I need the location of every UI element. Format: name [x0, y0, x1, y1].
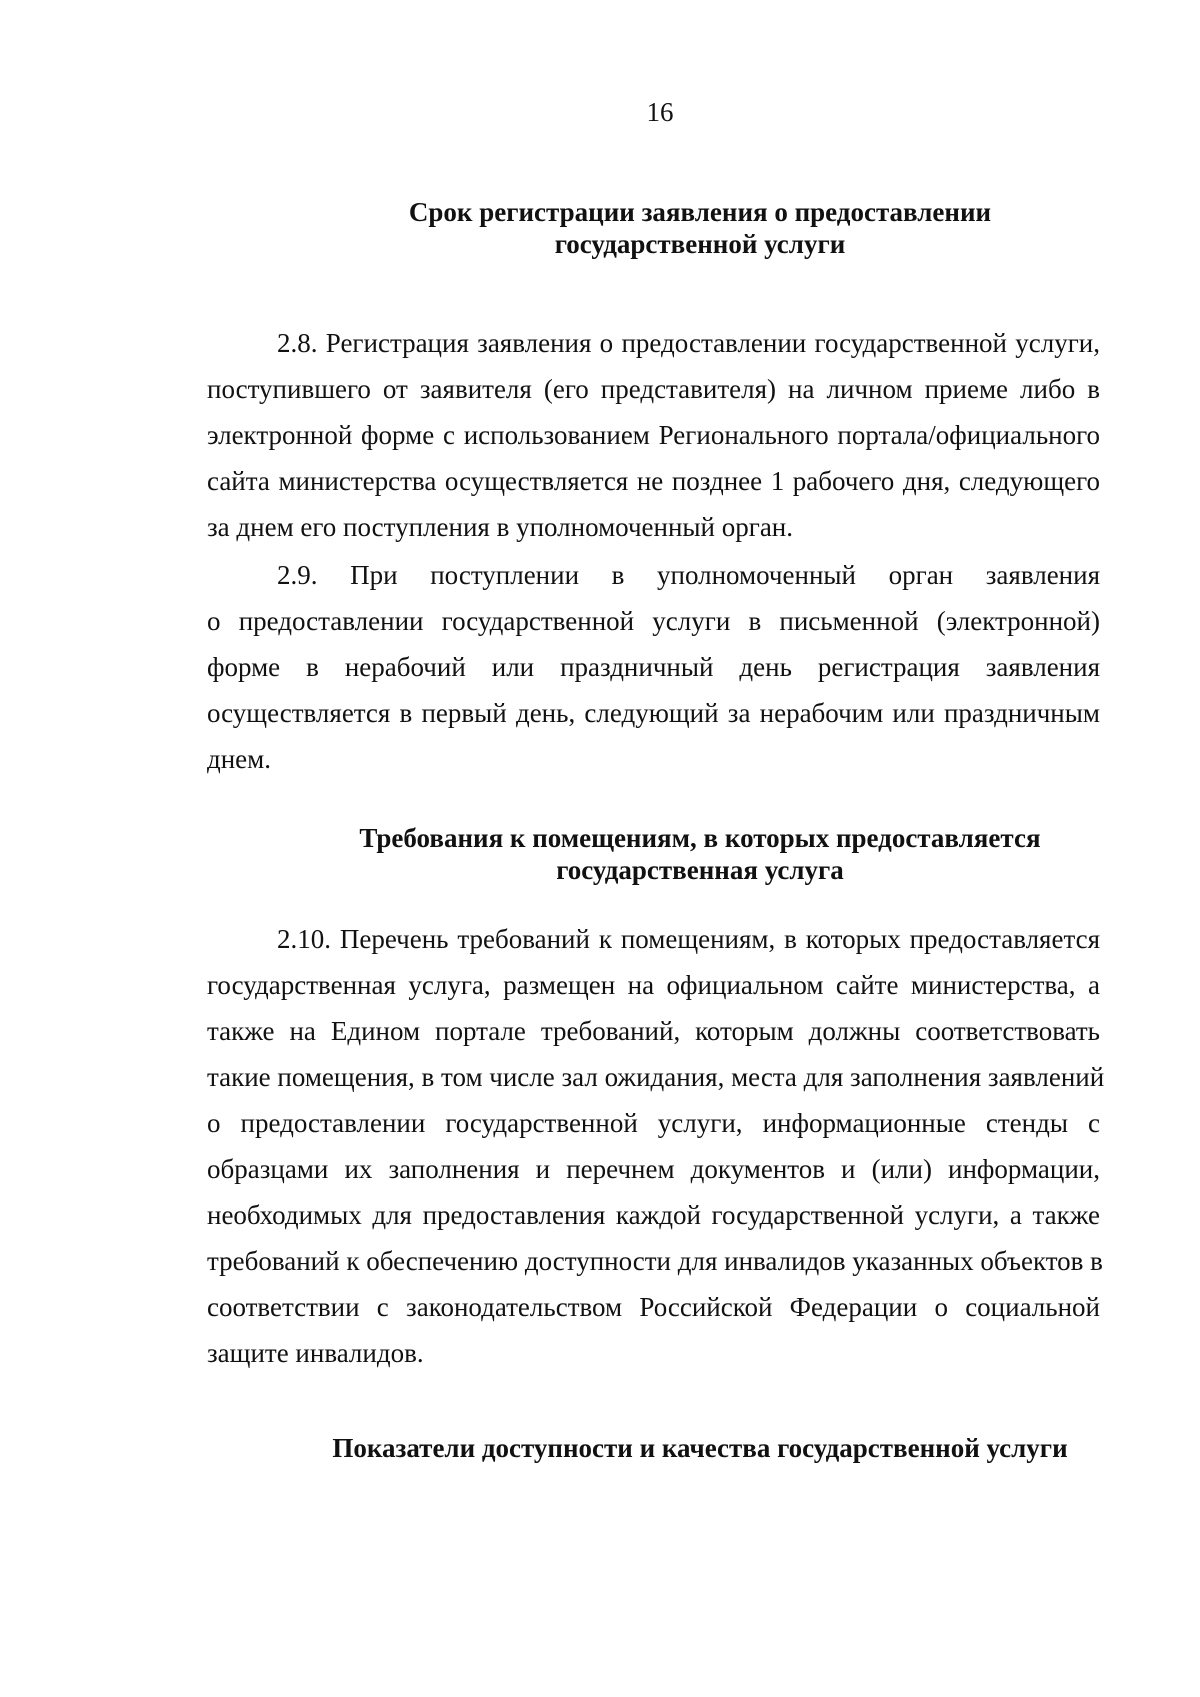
heading-line: Показатели доступности и качества государственной услуги — [332, 1433, 1068, 1463]
page-number: 16 — [646, 97, 674, 127]
paragraph-line: такие помещения, в том числе зал ожидания, места для заполнения заявлений — [207, 1062, 1105, 1092]
paragraph-line: государственная услуга, размещен на официальном сайте министерства, а — [207, 970, 1100, 1000]
paragraph-line: о предоставлении государственной услуги, информационные стенды с — [207, 1108, 1100, 1138]
heading-line: государственной услуги — [554, 229, 846, 259]
paragraph-2-10 — [207, 916, 1105, 1376]
paragraph-line: днем. — [207, 744, 272, 774]
paragraph-line: о предоставлении государственной услуги в письменной (электронной) — [207, 606, 1100, 636]
section-heading-registration-term — [300, 196, 1100, 260]
paragraph-line: требований к обеспечению доступности для инвалидов указанных объектов в — [207, 1246, 1103, 1276]
paragraph-line: 2.8. Регистрация заявления о предоставлении государственной услуги, — [277, 328, 1100, 358]
paragraph-line: электронной форме с использованием Регионального портала/официального — [207, 420, 1100, 450]
paragraph-line: защите инвалидов. — [207, 1338, 424, 1368]
paragraph-line: соответствии с законодательством Российской Федерации о социальной — [207, 1292, 1100, 1322]
paragraph-line: за днем его поступления в уполномоченный орган. — [207, 512, 794, 542]
paragraph-line: необходимых для предоставления каждой государственной услуги, а также — [207, 1200, 1100, 1230]
heading-line: Требования к помещениям, в которых предоставляется — [359, 823, 1041, 853]
paragraph-line: также на Едином портале требований, которым должны соответствовать — [207, 1016, 1100, 1046]
paragraph-line: поступившего от заявителя (его представителя) на личном приеме либо в — [207, 374, 1100, 404]
paragraph-line: сайта министерства осуществляется не позднее 1 рабочего дня, следующего — [207, 466, 1100, 496]
paragraph-2-8 — [207, 320, 1100, 550]
paragraph-line: 2.9. При поступлении в уполномоченный орган заявления — [277, 560, 1100, 590]
paragraph-line: форме в нерабочий или праздничный день регистрация заявления — [207, 652, 1100, 682]
paragraph-line: 2.10. Перечень требований к помещениям, в которых предоставляется — [277, 924, 1100, 954]
paragraph-line: осуществляется в первый день, следующий за нерабочим или праздничным — [207, 698, 1100, 728]
section-heading-premises-requirements — [300, 822, 1100, 886]
paragraph-2-9 — [207, 552, 1100, 782]
paragraph-line: образцами их заполнения и перечнем документов и (или) информации, — [207, 1154, 1100, 1184]
heading-line: государственная услуга — [556, 855, 844, 885]
section-heading-accessibility-quality — [260, 1432, 1140, 1464]
heading-line: Срок регистрации заявления о предоставлении — [408, 197, 992, 227]
